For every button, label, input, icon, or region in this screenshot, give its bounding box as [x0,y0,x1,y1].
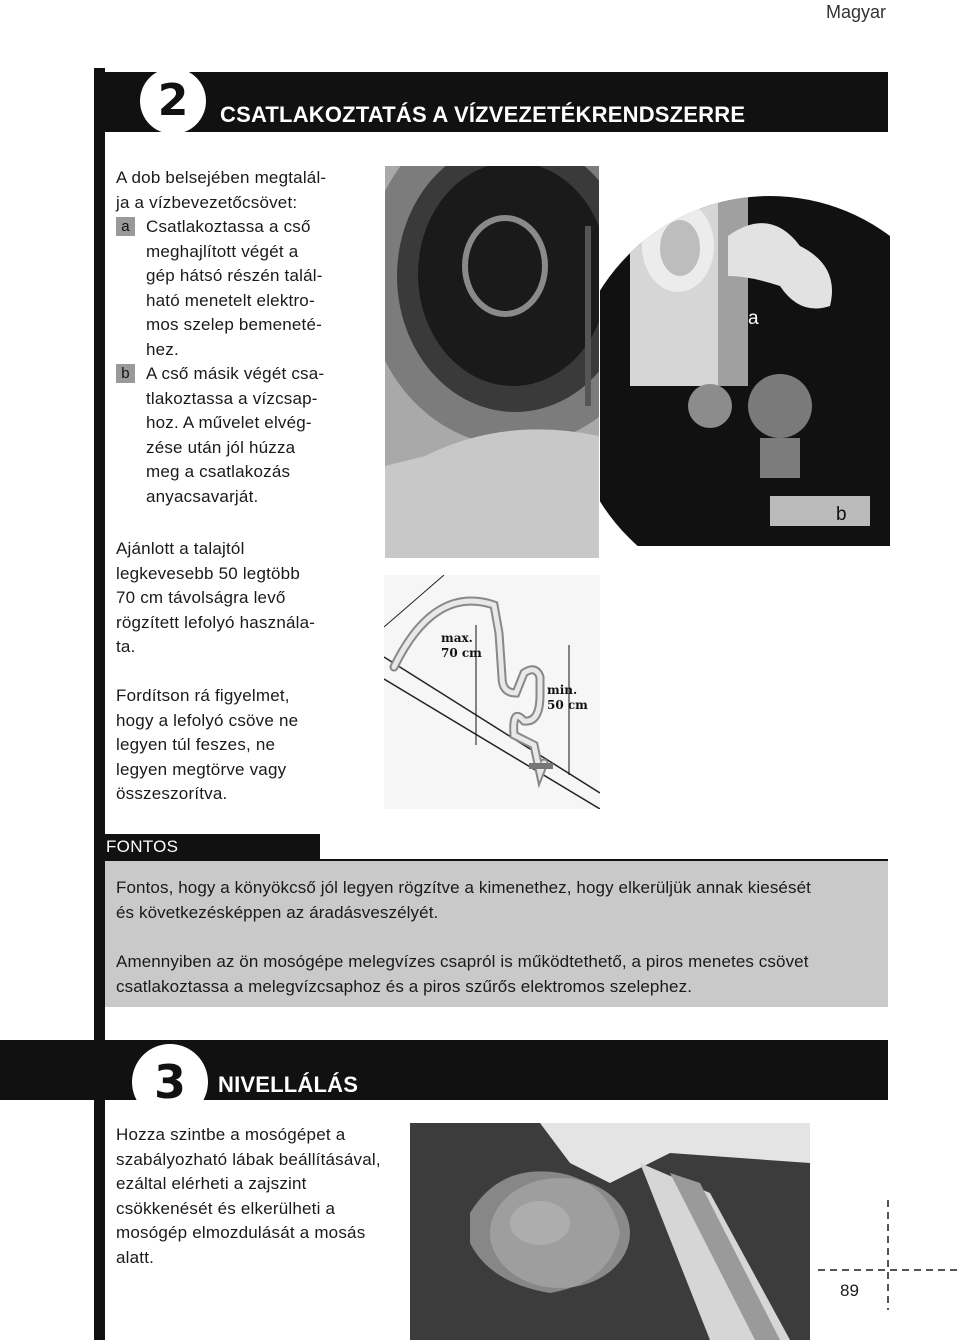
left-margin-bar [94,68,105,1340]
valve-inlet-photo [600,166,890,546]
page-number: 89 [840,1281,859,1300]
fontos-label: FONTOS [94,834,320,860]
min-label: min. 50 cm [547,683,588,712]
section-2-title: CSATLAKOZTATÁS A VÍZVEZETÉKRENDSZERRE [220,102,746,127]
hose-warning-paragraph: Fordítson rá figyelmet, hogy a lefolyó csöve ne legyen túl feszes, ne legyen megtörve vagy összeszorítva. [116,686,299,803]
drum-photo [385,166,599,558]
section-3-title: NIVELLÁLÁS [218,1072,359,1097]
section-3-header [0,1040,888,1109]
section-2-text [116,166,376,509]
section-2-number: 2 [140,68,206,134]
distance-paragraph: Ajánlott a talajtól legkevesebb 50 legtöbb 70 cm távolságra levő rögzített lefolyó használa- ta. [116,539,316,656]
section-2-header [94,72,888,132]
fontos-paragraph-2: Amennyiben az ön mosógépe melegvízes csapról is működtethető, a piros menetes csövet csatlakoztassa a melegvízcsaphoz és a piros szűrős elektromos szelephez. [116,952,809,996]
item-letter-b: b [116,364,135,383]
callout-b: b [836,504,847,525]
callout-a: a [748,308,759,329]
crop-mark-vertical [887,1200,889,1310]
fontos-paragraph-1: Fontos, hogy a könyökcső jól legyen rögzítve a kimenethez, hogy elkerüljük annak kiesését és következésképpen az áradásveszélyét. [116,878,811,922]
fontos-box [105,859,888,1007]
max-label: max. 70 cm [441,631,482,660]
list-item-b: b A cső másik végét csa- tlakoztassa a vízcsap- hoz. A művelet elvég- zése után jól húzza meg a csatlakozás anyacsavarját. [116,362,376,509]
item-letter-a: a [116,217,135,236]
crop-mark-horizontal [818,1269,960,1271]
drain-height-diagram [384,575,600,809]
leveling-foot-photo [410,1123,810,1340]
list-item-a: a Csatlakoztassa a cső meghajlított végét a gép hátsó részén talál- ható menetelt elektro- mos szelep bemeneté- hez. [116,215,376,362]
intro-paragraph: A dob belsejében megtalál- ja a vízbevezetőcsövet: [116,168,327,212]
language-label: Magyar [825,2,886,22]
section-3-text: Hozza szintbe a mosógépet a szabályozható lábak beállításával, ezáltal elérheti a zajszint csökkenését és elkerülheti a mosógép elmozdulását a mosás alatt. [116,1125,381,1267]
section-3-number: 3 [132,1044,208,1120]
